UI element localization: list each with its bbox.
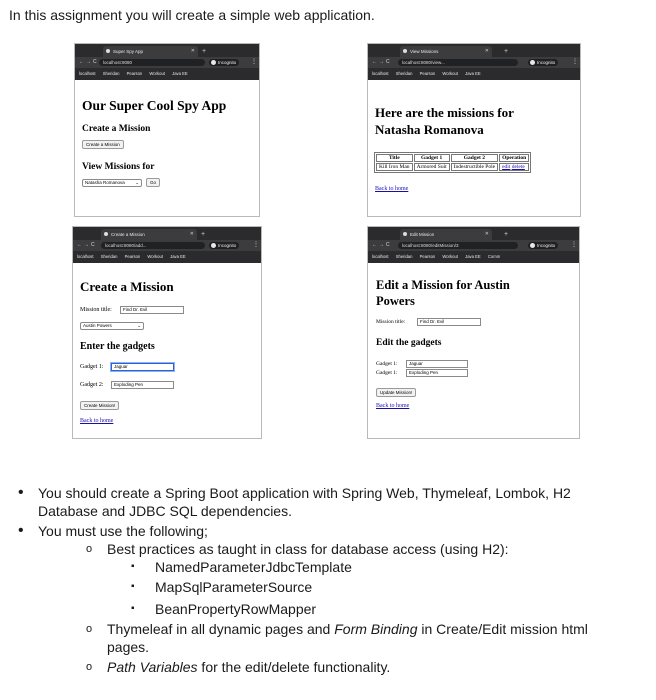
menu-icon[interactable]: ⋮ <box>572 59 578 65</box>
sub-sub-requirement: ▪ NamedParameterJdbcTemplate <box>131 559 352 575</box>
column-header: Gadget 2 <box>451 154 498 162</box>
create-heading: Create a Mission <box>82 124 151 134</box>
bookmark-item[interactable]: Sheridan <box>395 254 413 259</box>
sub-requirement: o Best practices as taught in class for database access (using H2): <box>86 541 509 557</box>
page-title: Here are the missions for Natasha Romanova <box>375 105 514 137</box>
back-to-home-link[interactable]: Back to home <box>375 186 409 192</box>
bookmark-item[interactable]: Workout <box>442 71 458 76</box>
delete-link[interactable]: delete <box>511 164 525 170</box>
bookmark-item[interactable]: Java EE <box>170 254 186 259</box>
incognito-icon <box>530 60 535 65</box>
column-header: Gadget 1 <box>414 154 450 162</box>
page-title: Edit a Mission for Austin Powers <box>376 278 510 308</box>
gadgets-heading: Enter the gadgets <box>80 341 155 352</box>
agent-select[interactable]: Natasha Romanova ⌄ <box>82 179 142 187</box>
edit-link[interactable]: edit <box>502 164 511 170</box>
browser-window-view <box>367 43 581 217</box>
gadget2-input[interactable]: Exploding Pen <box>406 369 468 377</box>
sub-requirement: o Path Variables for the edit/delete functionality. <box>86 659 391 675</box>
bookmarks-bar <box>75 68 259 80</box>
column-header: Title <box>376 154 413 162</box>
mission-title-cell: Kill Iron Man <box>376 163 413 171</box>
table-row <box>376 163 529 171</box>
menu-icon[interactable]: ⋮ <box>571 242 577 248</box>
bullet-dot-icon: • <box>18 484 24 501</box>
gadget2-label: Gadget 2: <box>80 382 104 388</box>
gadget1-input[interactable]: Jaguar <box>111 363 174 371</box>
back-to-home-link[interactable]: Back to home <box>376 403 410 409</box>
address-bar[interactable]: localhost:8080/add... <box>101 242 205 249</box>
bookmark-item[interactable]: Pearson <box>124 254 141 259</box>
gadget1-label: Gadget 1: <box>80 364 104 370</box>
tab-favicon-icon <box>104 232 108 236</box>
gadget2-input[interactable]: Exploding Pen <box>111 381 174 389</box>
nav-arrows-icon[interactable]: ←→C <box>79 59 99 65</box>
view-heading: View Missions for <box>82 162 155 172</box>
bookmark-item[interactable]: Java EE <box>172 71 188 76</box>
bookmark-item[interactable]: localhost <box>372 254 389 259</box>
bookmark-item[interactable]: Pearson <box>419 71 436 76</box>
page-title: Our Super Cool Spy App <box>82 98 227 113</box>
browser-tab[interactable]: Super Spy App ✕ <box>103 46 198 57</box>
gadget1-label: Gadget 1: <box>376 361 398 367</box>
incognito-badge[interactable]: Incognito <box>209 242 239 249</box>
page-title: Create a Mission <box>80 279 174 294</box>
table-header-row <box>376 154 529 162</box>
bullet-circle-icon: o <box>86 543 93 555</box>
browser-tab[interactable]: View Missions ✕ <box>400 46 492 57</box>
bookmarks-bar <box>368 251 579 263</box>
gadget1-input[interactable]: Jaguar <box>406 360 468 368</box>
gadget2-label: Gadget 1: <box>376 370 398 376</box>
gadget1-cell: Armored Suit <box>414 163 450 171</box>
bookmarks-bar <box>73 251 261 263</box>
mission-title-input[interactable]: Find Dr. Evil <box>120 306 184 314</box>
browser-chrome <box>75 44 259 80</box>
bookmark-item[interactable]: Pearson <box>126 71 143 76</box>
new-tab-icon[interactable]: + <box>202 48 207 55</box>
gadgets-heading: Edit the gadgets <box>376 338 442 348</box>
tab-favicon-icon <box>403 232 407 236</box>
update-mission-button[interactable]: Update Mission! <box>376 388 416 397</box>
nav-arrows-icon[interactable]: ←→C <box>372 59 392 65</box>
browser-chrome <box>368 227 579 263</box>
close-icon[interactable]: ✕ <box>484 231 489 237</box>
address-bar[interactable]: localhost:8080 <box>99 59 205 66</box>
bullet-circle-icon: o <box>86 623 93 635</box>
browser-window-edit <box>367 226 580 439</box>
browser-chrome <box>368 44 580 80</box>
menu-icon[interactable]: ⋮ <box>253 242 259 248</box>
incognito-icon <box>211 243 216 248</box>
new-tab-icon[interactable]: + <box>504 48 509 55</box>
bullet-dot-icon: • <box>18 522 24 539</box>
chevron-down-icon: ⌄ <box>137 323 141 328</box>
bullet-square-icon: ▪ <box>131 603 135 614</box>
sub-sub-requirement: ▪ MapSqlParameterSource <box>131 579 313 595</box>
bookmark-item[interactable]: localhost <box>372 71 389 76</box>
bookmark-item[interactable]: localhost <box>77 254 94 259</box>
bookmark-item[interactable]: Sheridan <box>395 71 413 76</box>
browser-tab[interactable]: Edit Mission ✕ <box>400 229 492 240</box>
browser-window-home <box>74 43 260 217</box>
incognito-icon <box>211 60 216 65</box>
back-to-home-link[interactable]: Back to home <box>80 418 114 424</box>
go-button[interactable]: Go <box>146 178 160 187</box>
bookmark-item[interactable]: Comm <box>487 254 501 259</box>
browser-chrome <box>73 227 261 263</box>
tab-favicon-icon <box>403 49 407 53</box>
close-icon[interactable]: ✕ <box>190 48 195 54</box>
agent-select[interactable]: Austin Powers ⌄ <box>80 322 144 330</box>
browser-window-create <box>72 226 262 439</box>
create-mission-submit-button[interactable]: Create Mission! <box>80 401 119 410</box>
browser-tab[interactable]: Create a Mission ✕ <box>101 229 197 240</box>
bookmark-item[interactable]: Java EE <box>465 254 481 259</box>
mission-title-input[interactable]: Find Dr. Evil <box>417 318 481 326</box>
mission-title-label: Mission title: <box>80 307 112 313</box>
bookmark-item[interactable]: Workout <box>442 254 458 259</box>
requirement-bullet: • You should create a Spring Boot application with Spring Web, Thymeleaf, Lombok, H2 Database and JDBC SQL dependencies. <box>18 484 571 519</box>
incognito-icon <box>530 243 535 248</box>
bullet-circle-icon: o <box>86 661 93 673</box>
bookmark-item[interactable]: Workout <box>149 71 165 76</box>
create-mission-button[interactable]: Create a Mission <box>82 140 124 149</box>
mission-title-label: Mission title: <box>376 319 406 325</box>
sub-requirement: o Thymeleaf in all dynamic pages and Form Binding in Create/Edit mission html pages. <box>86 621 588 655</box>
sub-sub-requirement: ▪ BeanPropertyRowMapper <box>131 601 317 617</box>
menu-icon[interactable]: ⋮ <box>251 59 257 65</box>
bookmark-item[interactable]: Pearson <box>419 254 436 259</box>
new-tab-icon[interactable]: + <box>504 231 509 238</box>
incognito-badge[interactable]: Incognito <box>209 59 239 66</box>
nav-arrows-icon[interactable]: ←→C <box>372 242 392 248</box>
incognito-badge[interactable]: Incognito <box>528 242 558 249</box>
bookmark-item[interactable]: Sheridan <box>102 71 120 76</box>
intro-text: In this assignment you will create a simple web application. <box>9 7 375 23</box>
column-header: Operation <box>499 154 529 162</box>
address-bar[interactable]: localhost:8080/view... <box>398 59 518 66</box>
bookmark-item[interactable]: Sheridan <box>100 254 118 259</box>
bookmark-item[interactable]: Workout <box>147 254 163 259</box>
tab-favicon-icon <box>106 49 110 53</box>
nav-arrows-icon[interactable]: ←→C <box>77 242 97 248</box>
gadget2-cell: Indestructible Pole <box>451 163 498 171</box>
operation-cell <box>499 163 529 171</box>
new-tab-icon[interactable]: + <box>201 231 206 238</box>
bullet-square-icon: ▪ <box>131 561 135 572</box>
bookmark-item[interactable]: localhost <box>79 71 96 76</box>
incognito-badge[interactable]: Incognito <box>528 59 558 66</box>
close-icon[interactable]: ✕ <box>189 231 194 237</box>
bookmark-item[interactable]: Java EE <box>465 71 481 76</box>
requirement-bullet: • You must use the following; <box>18 522 208 539</box>
chevron-down-icon: ⌄ <box>135 180 139 185</box>
address-bar[interactable]: localhost:8080/editMission/3 <box>398 242 518 249</box>
bookmarks-bar <box>368 68 580 80</box>
missions-table <box>374 152 531 173</box>
bullet-square-icon: ▪ <box>131 581 135 592</box>
close-icon[interactable]: ✕ <box>484 48 489 54</box>
